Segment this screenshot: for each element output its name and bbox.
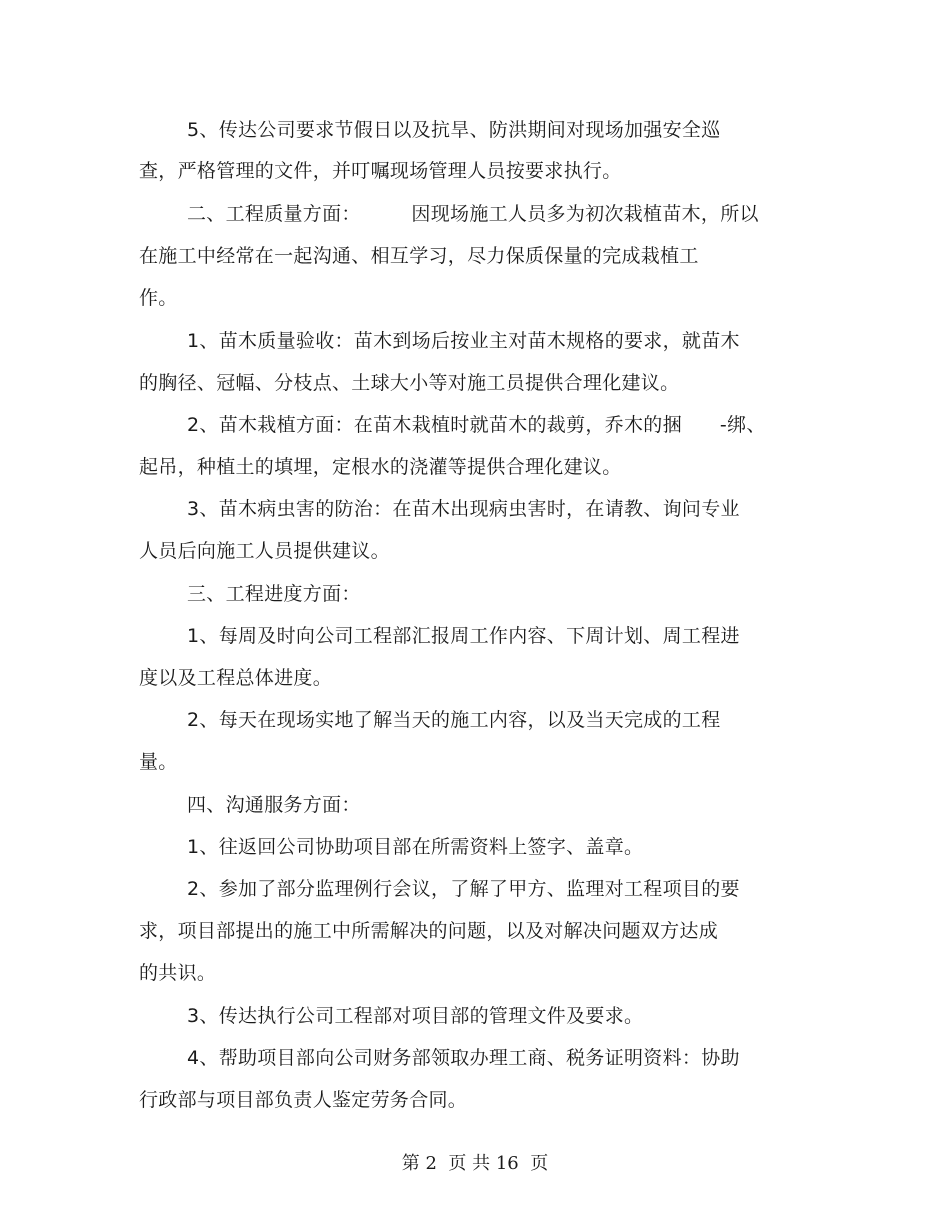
paragraph-line: 起吊，种植土的填埋，定根水的浇灌等提供合理化建议。 bbox=[139, 456, 622, 478]
paragraph-line: 2、每天在现场实地了解当天的施工内容，以及当天完成的工程 bbox=[187, 709, 721, 731]
section-heading-quality: 二、工程质量方面： 因现场施工人员多为初次栽植苗木，所以 bbox=[187, 203, 759, 225]
paragraph-line: 人员后向施工人员提供建议。 bbox=[139, 540, 390, 562]
paragraph-line: 的胸径、冠幅、分枝点、土球大小等对施工员提供合理化建议。 bbox=[139, 372, 680, 394]
page-number-footer: 第 2 页 共 16 页 bbox=[401, 1153, 549, 1174]
paragraph-line: 求，项目部提出的施工中所需解决的问题，以及对解决问题双方达成 bbox=[139, 920, 719, 942]
paragraph-line: 2、参加了部分监理例行会议，了解了甲方、监理对工程项目的要 bbox=[187, 878, 740, 900]
paragraph-line: 3、传达执行公司工程部对项目部的管理文件及要求。 bbox=[187, 1005, 644, 1027]
paragraph-line: 1、往返回公司协助项目部在所需资料上签字、盖章。 bbox=[187, 836, 644, 858]
paragraph-line: 行政部与项目部负责人鉴定劳务合同。 bbox=[139, 1089, 468, 1111]
paragraph-line: 度以及工程总体进度。 bbox=[139, 667, 333, 689]
paragraph-line: 的共识。 bbox=[139, 962, 217, 984]
paragraph-line: 量。 bbox=[139, 751, 178, 773]
section-heading-communication: 四、沟通服务方面： bbox=[187, 794, 361, 816]
section-heading-progress: 三、工程进度方面： bbox=[187, 583, 361, 605]
paragraph-line: 1、苗木质量验收：苗木到场后按业主对苗木规格的要求，就苗木 bbox=[187, 330, 740, 352]
paragraph-line: 在施工中经常在一起沟通、相互学习，尽力保质保量的完成栽植工 bbox=[139, 245, 699, 267]
paragraph-line: 查，严格管理的文件，并叮嘱现场管理人员按要求执行。 bbox=[139, 160, 622, 182]
paragraph-line: 2、苗木栽植方面：在苗木栽植时就苗木的裁剪，乔木的捆 -绑、 bbox=[187, 414, 766, 436]
paragraph-line: 5、传达公司要求节假日以及抗旱、防洪期间对现场加强安全巡 bbox=[187, 119, 721, 141]
paragraph-line: 3、苗木病虫害的防治：在苗木出现病虫害时，在请教、询问专业 bbox=[187, 498, 740, 520]
paragraph-line: 4、帮助项目部向公司财务部领取办理工商、税务证明资料：协助 bbox=[187, 1047, 740, 1069]
paragraph-line: 1、每周及时向公司工程部汇报周工作内容、下周计划、周工程进 bbox=[187, 625, 740, 647]
paragraph-line: 作。 bbox=[139, 287, 178, 309]
